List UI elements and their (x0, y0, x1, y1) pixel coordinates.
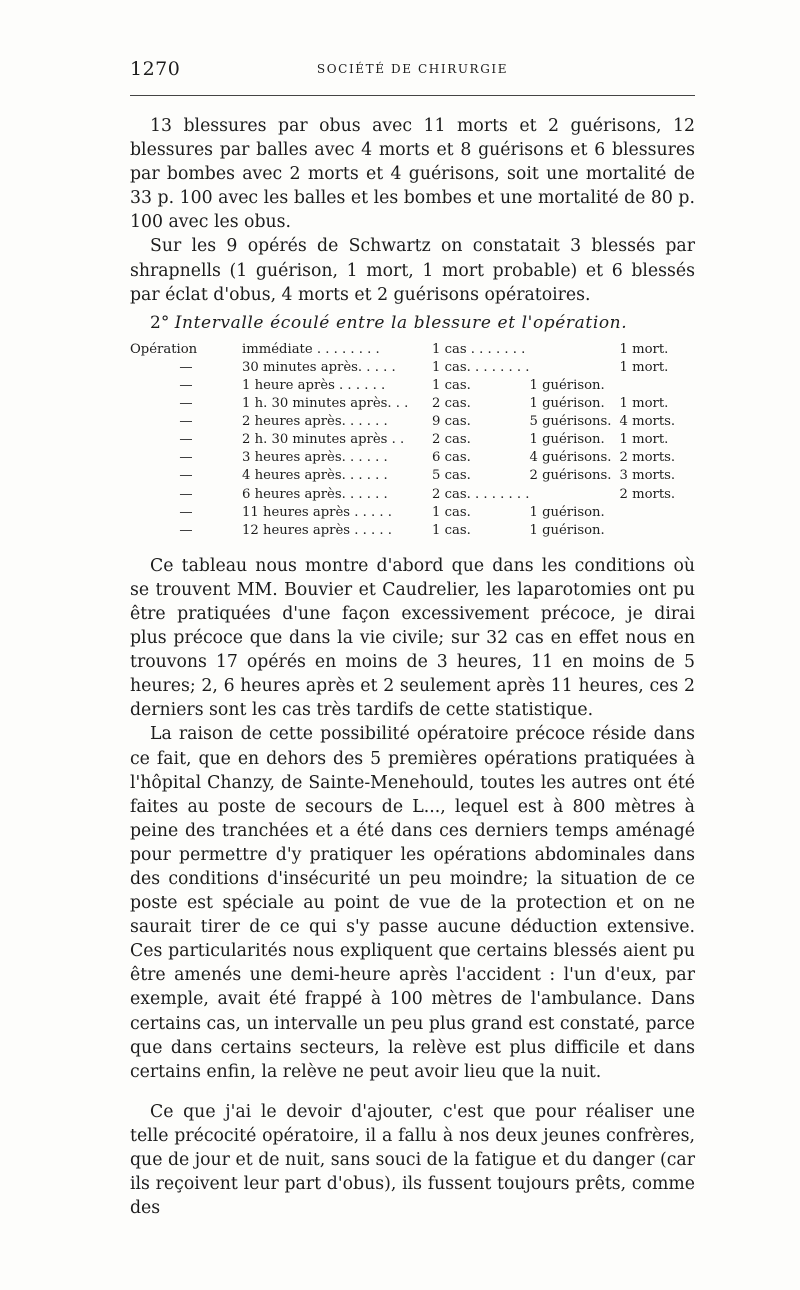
interval-table (130, 341, 689, 540)
row-cases: 9 cas. (432, 414, 471, 430)
row-interval: immédiate . . . . . . . . (242, 341, 380, 357)
paragraph: La raison de cette possibilité opératoire précoce réside dans ce fait, que en dehors des 5 premières opérations pratiquées à l'hôpital Chanzy, de Sainte-Menehould, toutes les autres ont été faites au poste de secours de L..., lequel est à 800 mètres à peine des tranchées et a été dans ces derniers temps aménagé pour permettre d'y pratiquer les opérations abdominales dans des conditions d'insécurité un peu moindre; la situation de ce poste est spéciale au point de vue de la protection et on ne saurait tirer de ce qui s'y passe aucune déduction extensive. Ces particularités nous expliquent que certains blessés aient pu être amenés une demi-heure après l'accident : l'un d'eux, par exemple, avait été frappé à 100 mètres de l'ambulance. Dans certains cas, un intervalle un peu plus grand est constaté, parce que dans certains secteurs, la relève est plus difficile et dans certains enfin, la relève ne peut avoir lieu que la nuit. (130, 724, 695, 1082)
row-cases: 6 cas. (432, 450, 471, 466)
row-cases: 1 cas. (432, 522, 471, 538)
paragraph: Ce que j'ai le devoir d'ajouter, c'est que pour réaliser une telle précocité opératoire, il a fallu à nos deux jeunes confrères, que de jour et de nuit, sans souci de la fatigue et du danger (car ils reçoivent leur part d'obus), ils fussent toujours prêts, comme des (130, 1101, 695, 1219)
table-row (130, 359, 689, 377)
row-recoveries (529, 359, 619, 377)
row-interval: 1 heure après . . . . . . (242, 377, 386, 393)
table-row (130, 467, 689, 485)
row-recoveries: 4 guérisons. (529, 450, 612, 466)
row-lead: Opération (130, 341, 198, 357)
table-row (130, 504, 689, 522)
row-cases: 1 cas . . . . . . . (432, 341, 526, 357)
row-lead: — (179, 414, 193, 430)
row-interval: 3 heures après. . . . . . (242, 450, 388, 466)
paragraph-gap (130, 1084, 695, 1100)
row-lead: — (179, 468, 193, 484)
row-recoveries: 2 guérisons. (529, 468, 612, 484)
row-cases: 2 cas. (432, 396, 471, 412)
row-recoveries: 1 guérison. (529, 432, 605, 448)
table-row (130, 395, 689, 413)
table-row (130, 449, 689, 467)
table-row (130, 486, 689, 504)
row-deaths: 2 morts. (619, 450, 676, 466)
paragraph: 13 blessures par obus avec 11 morts et 2 guérisons, 12 blessures par balles avec 4 morts et 8 guérisons et 6 blessures par bombes avec 2 morts et 4 guérisons, soit une mortalité de 33 p. 100 avec les balles et les bombes et une mortalité de 80 p. 100 avec les obus. (130, 116, 695, 233)
row-interval: 30 minutes après. . . . . (242, 359, 396, 375)
row-deaths: 2 morts. (619, 486, 676, 502)
row-lead: — (179, 450, 193, 466)
table-row (130, 522, 689, 540)
row-lead: — (179, 396, 193, 412)
row-recoveries: 1 guérison. (529, 396, 605, 412)
row-cases: 1 cas. (432, 504, 471, 520)
section-title: Intervalle écoulé entre la blessure et l'opération. (174, 312, 628, 333)
row-lead: — (179, 504, 193, 520)
row-deaths: 1 mort. (619, 359, 669, 375)
row-lead: — (179, 522, 193, 538)
page-header (130, 58, 695, 82)
row-lead: — (179, 377, 193, 393)
row-deaths: 1 mort. (619, 341, 669, 357)
row-lead: — (179, 432, 193, 448)
row-recoveries: 1 guérison. (529, 504, 605, 520)
running-title: SOCIÉTÉ DE CHIRURGIE (316, 62, 509, 76)
row-deaths: 1 mort. (619, 396, 669, 412)
row-recoveries: 5 guérisons. (529, 414, 612, 430)
row-cases: 1 cas. . . . . . . . (432, 359, 530, 375)
row-deaths (619, 504, 689, 522)
row-recoveries (529, 486, 619, 504)
row-recoveries: 1 guérison. (529, 377, 605, 393)
row-deaths: 4 morts. (619, 414, 676, 430)
row-deaths (619, 522, 689, 540)
table-row (130, 431, 689, 449)
paragraph: Ce tableau nous montre d'abord que dans les conditions où se trouvent MM. Bouvier et Caudrelier, les laparotomies ont pu être pratiquées d'une façon excessivement précoce, je dirai plus précoce que dans la vie civile; sur 32 cas en effet nous en trouvons 17 opérés en moins de 3 heures, 11 en moins de 5 heures; 2, 6 heures après et 2 seulement après 11 heures, ces 2 derniers sont les cas très tardifs de cette statistique. (130, 555, 695, 721)
row-cases: 1 cas. (432, 377, 471, 393)
page-number: 1270 (130, 58, 181, 80)
table-row (130, 377, 689, 395)
row-interval: 2 heures après. . . . . . (242, 414, 388, 430)
row-interval: 12 heures après . . . . . (242, 522, 392, 538)
row-interval: 1 h. 30 minutes après. . . (242, 396, 409, 412)
row-interval: 2 h. 30 minutes après . . (242, 432, 405, 448)
row-deaths: 3 morts. (619, 468, 676, 484)
row-deaths (619, 377, 689, 395)
row-lead: — (179, 359, 193, 375)
section-number: 2° (150, 312, 170, 333)
table-row (130, 413, 689, 431)
section-heading (130, 311, 695, 335)
header-rule (130, 95, 695, 96)
row-interval: 6 heures après. . . . . . (242, 486, 388, 502)
row-cases: 2 cas. . . . . . . . (432, 486, 530, 502)
row-deaths: 1 mort. (619, 432, 669, 448)
row-interval: 4 heures après. . . . . . (242, 468, 388, 484)
table-row (130, 341, 689, 359)
row-interval: 11 heures après . . . . . (242, 504, 392, 520)
body-text (130, 114, 695, 1220)
row-cases: 2 cas. (432, 432, 471, 448)
row-lead: — (179, 486, 193, 502)
row-cases: 5 cas. (432, 468, 471, 484)
paragraph: Sur les 9 opérés de Schwartz on constatait 3 blessés par shrapnells (1 guérison, 1 mort, 1 mort probable) et 6 blessés par éclat d'obus, 4 morts et 2 guérisons opératoires. (130, 236, 695, 305)
row-recoveries: 1 guérison. (529, 522, 605, 538)
row-recoveries (529, 341, 619, 359)
